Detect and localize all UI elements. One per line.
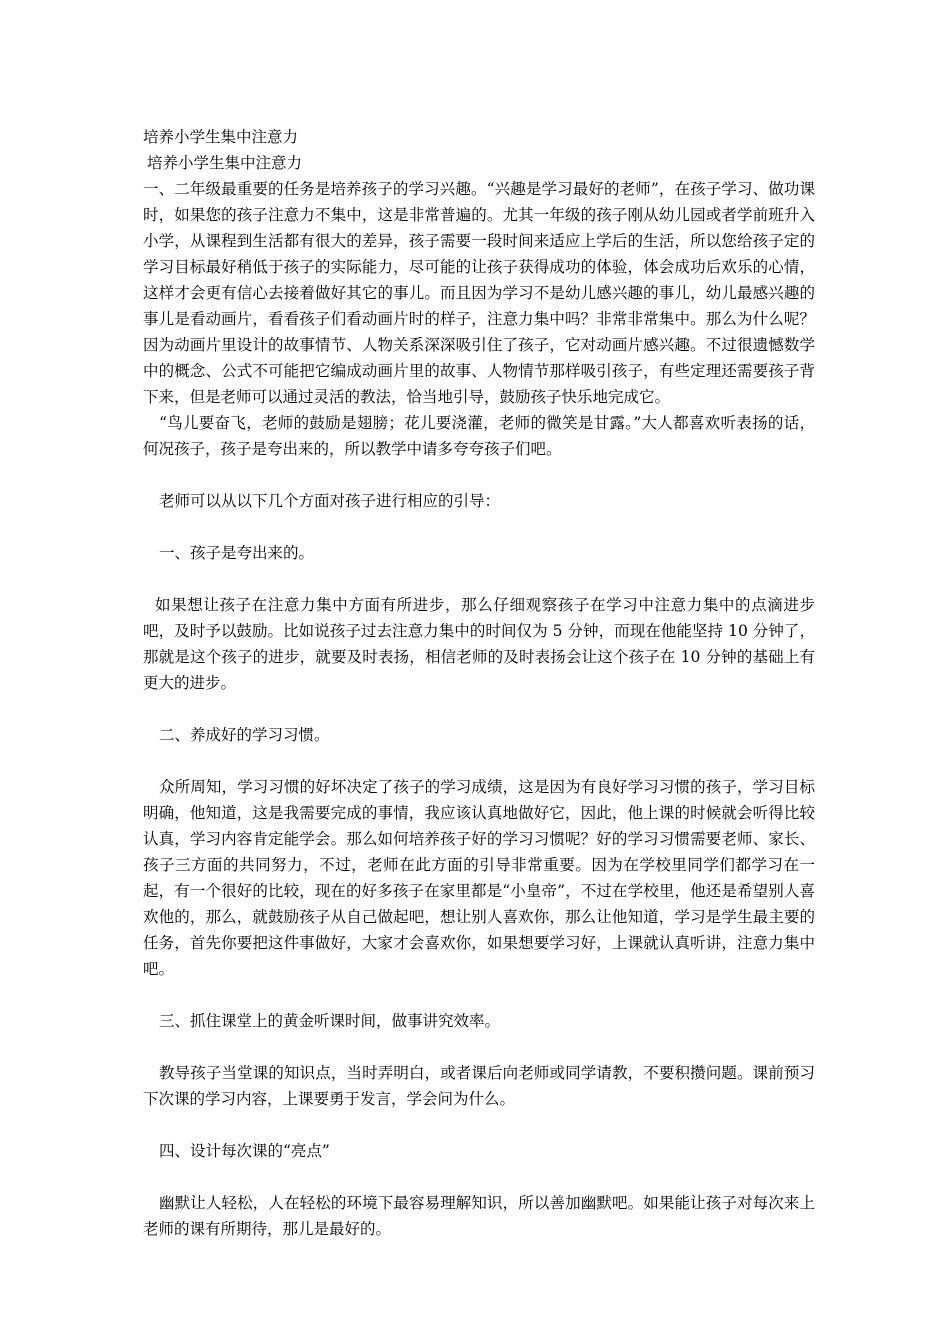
spacer xyxy=(143,1112,815,1138)
document-subtitle: 培养小学生集中注意力 xyxy=(147,154,303,172)
spacer xyxy=(143,566,815,592)
section-body: 教导孩子当堂课的知识点，当时弄明白，或者课后向老师或同学请教，不要积攒问题。课前预习下次课的学习内容，上课要勇于发言，学会问为什么。 xyxy=(143,1064,815,1108)
spacer xyxy=(143,514,815,540)
document-title: 培养小学生集中注意力 xyxy=(143,128,299,146)
section-heading: 三、抓住课堂上的黄金听课时间，做事讲究效率。 xyxy=(159,1012,501,1030)
guide-intro: 老师可以从以下几个方面对孩子进行相应的引导： xyxy=(159,492,501,510)
section-heading: 四、设计每次课的“亮点” xyxy=(159,1142,330,1160)
spacer xyxy=(143,462,815,488)
section-heading: 二、养成好的学习习惯。 xyxy=(159,726,330,744)
section-heading: 一、孩子是夸出来的。 xyxy=(159,544,315,562)
spacer xyxy=(143,982,815,1008)
section-body: 众所周知，学习习惯的好坏决定了孩子的学习成绩，这是因为有良好学习习惯的孩子，学习目标明确，他知道，这是我需要完成的事情，我应该认真地做好它，因此，他上课的时候就会听得比较认真，学习内容肯定能学会。那么如何培养孩子好的学习习惯呢？好的学习习惯需要老师、家长、孩子三方面的共同努力，不过，老师在此方面的引导非常重要。因为在学校里同学们都学习在一起，有一个很好的比较，现在的好多孩子在家里都是“小皇帝”，不过在学校里，他还是希望别人喜欢他的，那么，就鼓励孩子从自己做起吧，想让别人喜欢你，那么让他知道，学习是学生最主要的任务，首先你要把这件事做好，大家才会喜欢你，如果想要学习好，上课就认真听讲，注意力集中吧。 xyxy=(143,778,815,978)
section-body: 幽默让人轻松，人在轻松的环境下最容易理解知识，所以善加幽默吧。如果能让孩子对每次来上老师的课有所期待，那儿是最好的。 xyxy=(143,1194,815,1238)
spacer xyxy=(143,1034,815,1060)
document-page xyxy=(143,124,815,1242)
spacer xyxy=(143,1164,815,1190)
spacer xyxy=(143,748,815,774)
section-body: 如果想让孩子在注意力集中方面有所进步，那么仔细观察孩子在学习中注意力集中的点滴进步吧，及时予以鼓励。比如说孩子过去注意力集中的时间仅为 5 分钟，而现在他能坚持 10 分钟了，那就是这个孩子的进步，就要及时表扬，相信老师的及时表扬会让这个孩子在 10 分钟的基础上有更大的进步。 xyxy=(143,596,815,692)
quote-paragraph: “鸟儿要奋飞，老师的鼓励是翅膀；花儿要浇灌，老师的微笑是甘露。”大人都喜欢听表扬的话，何况孩子，孩子是夸出来的，所以教学中请多夸夸孩子们吧。 xyxy=(143,414,815,458)
spacer xyxy=(143,696,815,722)
intro-paragraph: 一、二年级最重要的任务是培养孩子的学习兴趣。“兴趣是学习最好的老师”，在孩子学习、做功课时，如果您的孩子注意力不集中，这是非常普遍的。尤其一年级的孩子刚从幼儿园或者学前班升入小学，从课程到生活都有很大的差异，孩子需要一段时间来适应上学后的生活，所以您给孩子定的学习目标最好稍低于孩子的实际能力，尽可能的让孩子获得成功的体验，体会成功后欢乐的心情，这样才会更有信心去接着做好其它的事儿。而且因为学习不是幼儿感兴趣的事儿，幼儿最感兴趣的事儿是看动画片，看看孩子们看动画片时的样子，注意力集中吗？非常非常集中。那么为什么呢？因为动画片里设计的故事情节、人物关系深深吸引住了孩子，它对动画片感兴趣。不过很遗憾数学中的概念、公式不可能把它编成动画片里的故事、人物情节那样吸引孩子，有些定理还需要孩子背下来，但是老师可以通过灵活的教法，恰当地引导，鼓励孩子快乐地完成它。 xyxy=(143,180,815,406)
